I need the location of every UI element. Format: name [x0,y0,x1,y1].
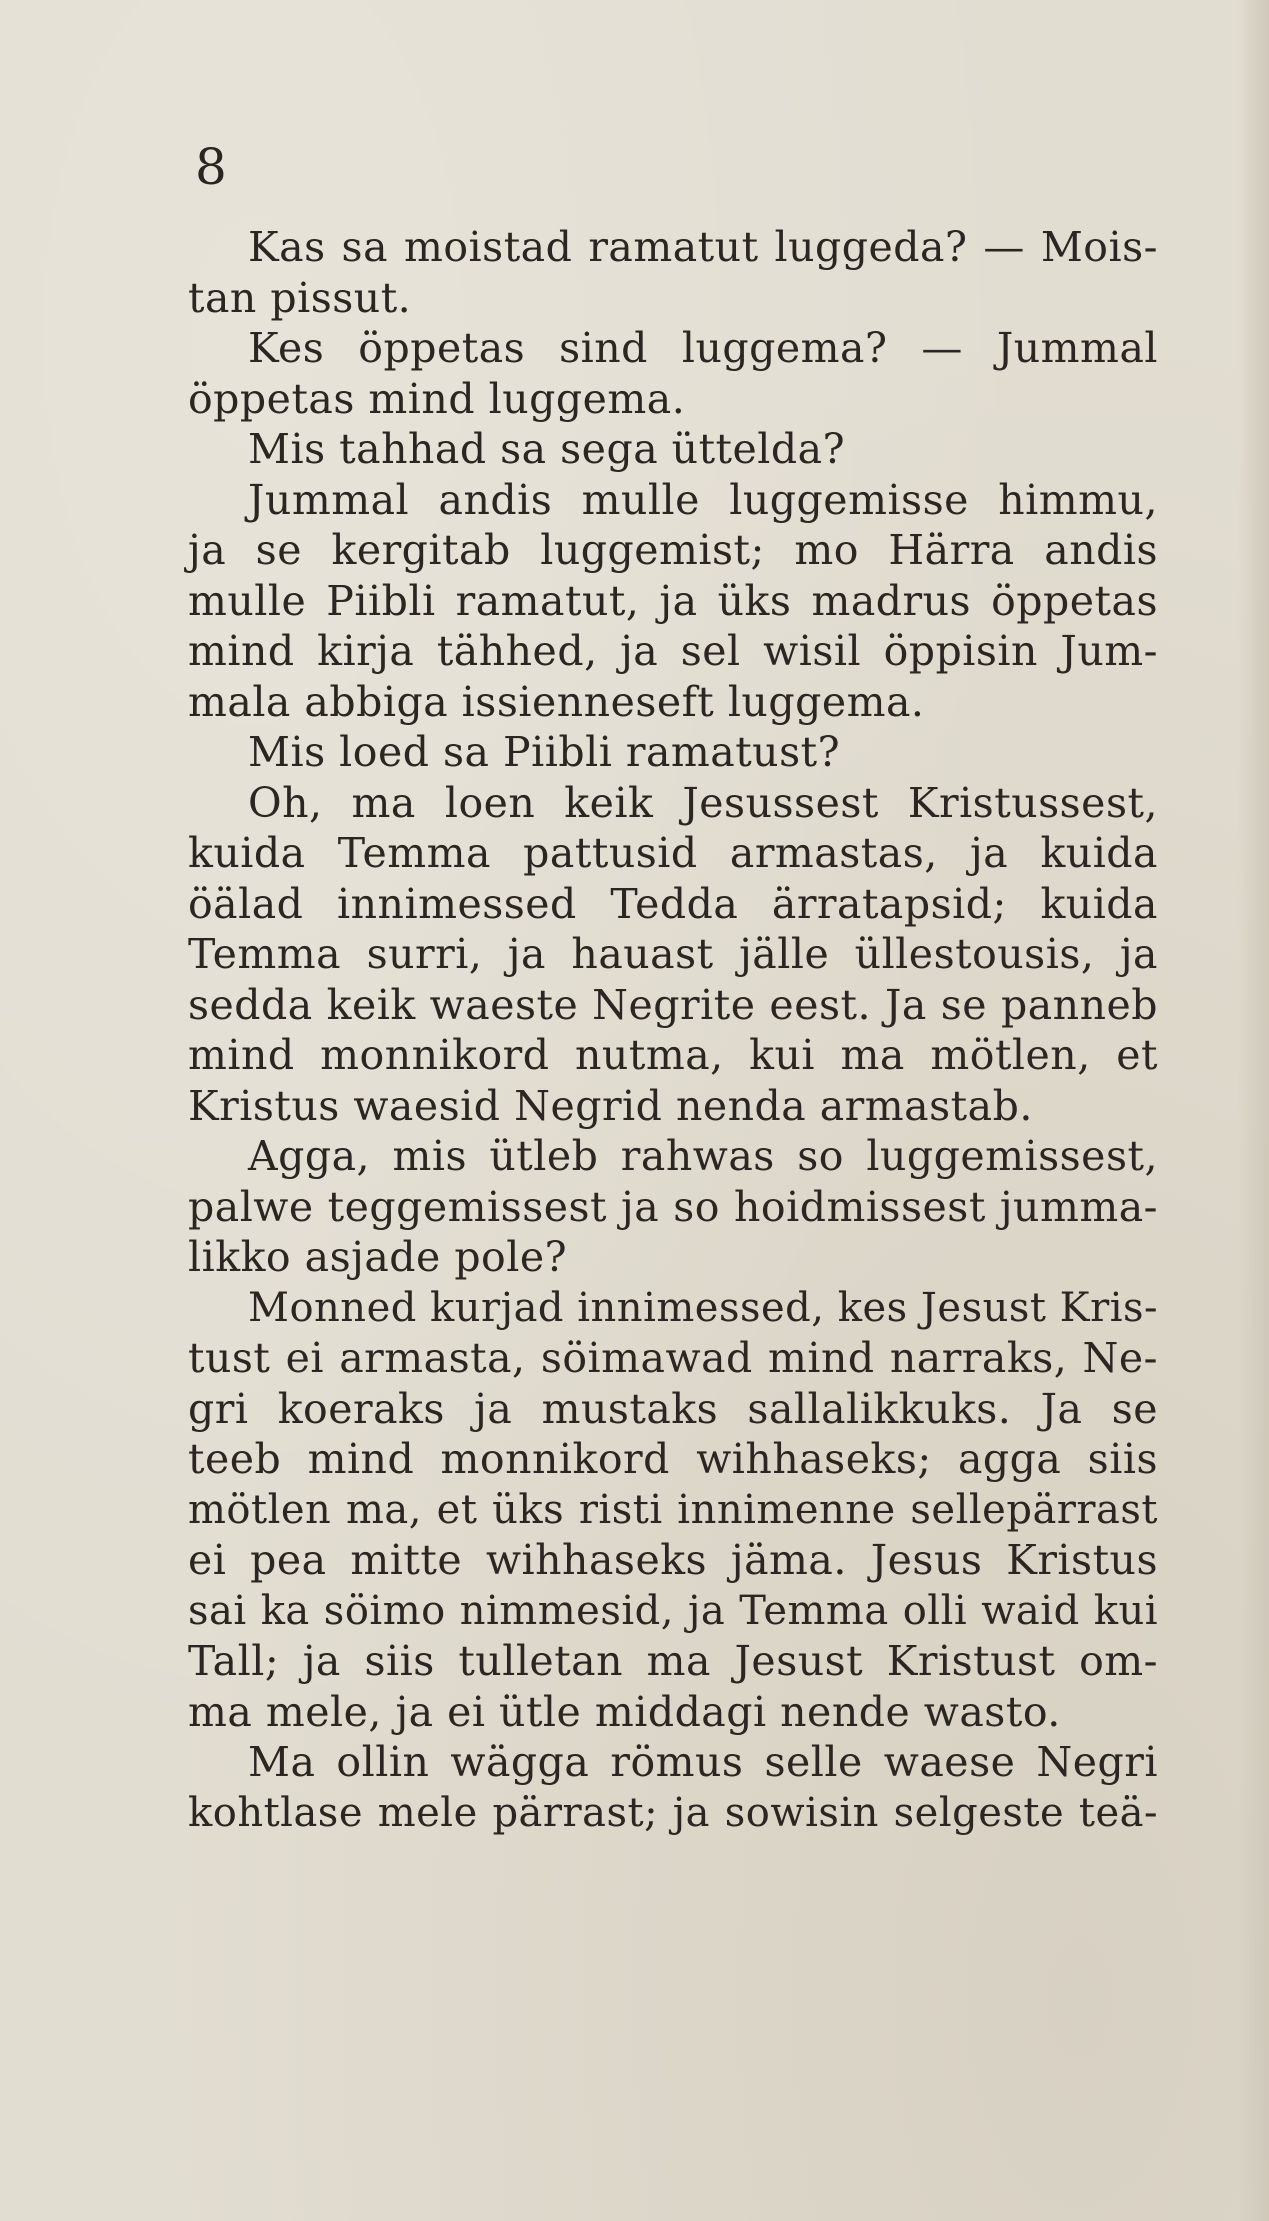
text-line: Kristus waesid Negrid nenda armastab. [188,1081,1033,1130]
text-line: mind monnikord nutma, kui ma mötlen, et [188,1031,1158,1079]
text-line: öppetas mind luggema. [188,374,686,423]
text-line: Agga, mis ütleb rahwas so luggemissest, [248,1132,1158,1180]
text-line: kohtlase mele pärrast; ja sowisin selgeste teä- [188,1789,1158,1836]
page-edge-shadow [1238,0,1269,2221]
text-line: mala abbiga issienneseft luggema. [188,677,925,726]
text-line: Kas sa moistad ramatut luggeda? — Mois- [248,223,1158,271]
text-line: ja se kergitab luggemist; mo Härra andis [188,526,1158,574]
text-line: mötlen ma, et üks risti innimenne sellepärrast [188,1486,1158,1533]
text-line: Tall; ja siis tulletan ma Jesust Kristust om- [188,1637,1158,1685]
text-line: Monned kurjad innimessed, kes Jesust Kris- [248,1284,1159,1331]
text-line: Mis loed sa Piibli ramatust? [248,728,841,776]
text-line: tan pissut. [188,273,412,322]
text-line: palwe teggemissest ja so hoidmissest jumma- [188,1182,1158,1231]
text-line: kuida Temma pattusid armastas, ja kuida [188,829,1158,877]
text-line: Jummal andis mulle luggemisse himmu, [248,475,1158,524]
text-line: Ma ollin wägga römus selle waese Negri [248,1738,1158,1786]
text-line: mind kirja tähhed, ja sel wisil öppisin Jum- [188,627,1158,675]
text-line: Kes öppetas sind luggema? — Jummal [248,324,1158,372]
text-line: gri koeraks ja mustaks sallalikkuks. Ja se [188,1384,1158,1433]
text-line: sedda keik waeste Negrite eest. Ja se panneb [188,980,1158,1029]
text-line: mulle Piibli ramatut, ja üks madrus öppetas [188,576,1158,625]
text-line: ei pea mitte wihhaseks jäma. Jesus Kristus [188,1536,1158,1584]
page-number: 8 [195,138,227,196]
body-text [188,222,1158,1838]
text-line: teeb mind monnikord wihhaseks; agga siis [188,1435,1158,1483]
text-line: tust ei armasta, söimawad mind narraks, Ne- [188,1334,1158,1382]
text-line: Temma surri, ja hauast jälle üllestousis, ja [188,930,1158,978]
text-line: Mis tahhad sa sega ütteldа? [248,425,846,473]
text-line: likko asjade pole? [188,1233,568,1281]
text-line: öälad innimessed Tedda ärratapsid; kuida [188,879,1158,928]
text-line: sai ka söimo nimmesid, ja Temma olli waid kui [188,1587,1158,1634]
text-line: ma mele, ja ei ütle middagi nende wasto. [188,1687,1061,1736]
text-line: Oh, ma loen keik Jesussest Kristussest, [248,778,1158,827]
